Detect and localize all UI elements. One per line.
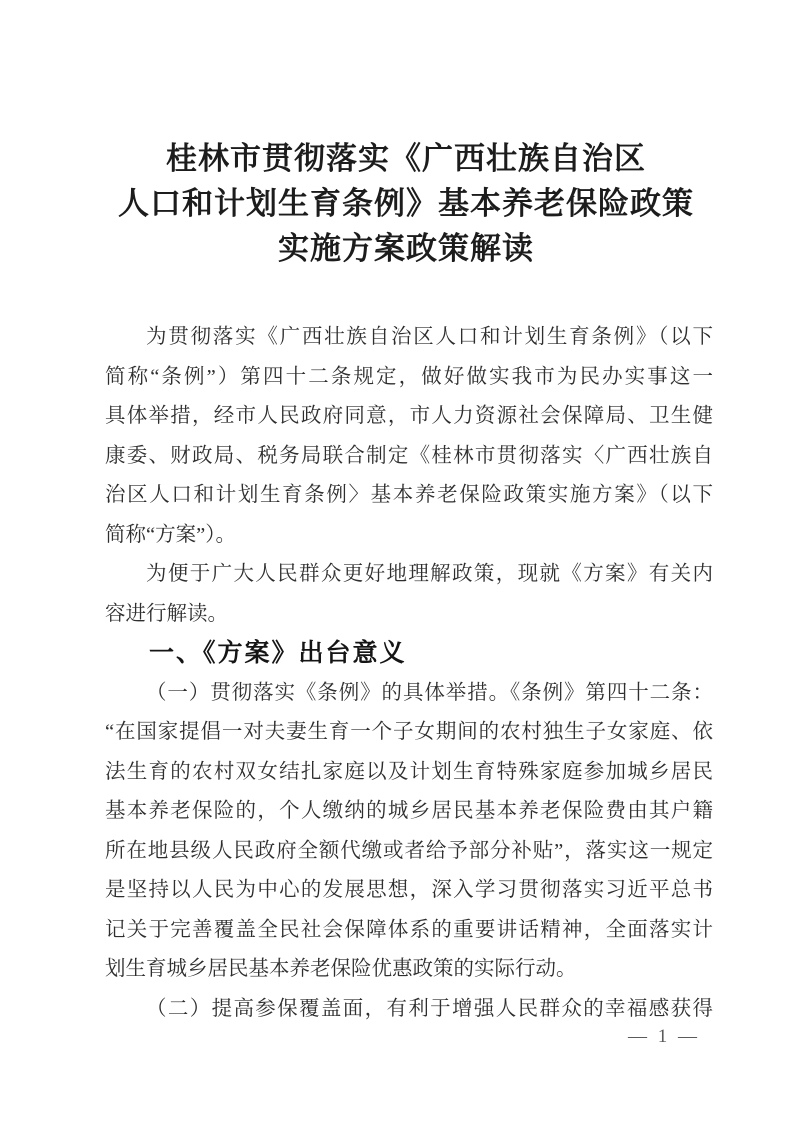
section-heading: 一、《方案》出台意义	[149, 639, 407, 667]
document-title-line: 桂林市贯彻落实《广西壮族自治区	[166, 141, 646, 176]
body-line: 容进行解读。	[105, 602, 228, 625]
body-line: 为贯彻落实《广西壮族自治区人口和计划生育条例》（以下	[146, 326, 713, 348]
page-number: — 1 —	[628, 1026, 700, 1047]
body-line: 具体举措，经市人民政府同意，市人力资源社会保障局、卫生健	[105, 405, 713, 427]
document-body	[105, 318, 713, 1029]
body-line: 基本养老保险的，个人缴纳的城乡居民基本养老保险费由其户籍	[105, 800, 713, 822]
body-line: 是坚持以人民为中心的发展思想，深入学习贯彻落实习近平总书	[105, 879, 713, 901]
body-line: 法生育的农村双女结扎家庭以及计划生育特殊家庭参加城乡居民	[105, 760, 713, 783]
body-line: 为便于广大人民群众更好地理解政策，现就《方案》有关内	[146, 563, 713, 585]
body-line: “在国家提倡一对夫妻生育一个子女期间的农村独生子女家庭、依	[105, 721, 713, 743]
document-title-line: 实施方案政策解读	[278, 231, 534, 266]
body-line: 简称“条例”）第四十二条规定，做好做实我市为民办实事这一	[105, 365, 713, 388]
body-line: 所在地县级人民政府全额代缴或者给予部分补贴”，落实这一规定	[105, 839, 713, 862]
body-line: （一）贯彻落实《条例》的具体举措。《条例》第四十二条：	[146, 681, 713, 704]
body-line: 划生育城乡居民基本养老保险优惠政策的实际行动。	[105, 958, 577, 980]
body-line: 记关于完善覆盖全民社会保障体系的重要讲话精神，全面落实计	[105, 918, 713, 941]
body-line: 简称“方案”）。	[105, 523, 236, 546]
document-title	[96, 136, 716, 271]
body-line: 康委、财政局、税务局联合制定《桂林市贯彻落实〈广西壮族自	[105, 444, 713, 467]
body-line: 治区人口和计划生育条例〉基本养老保险政策实施方案》（以下	[105, 484, 713, 506]
document-title-line: 人口和计划生育条例》基本养老保险政策	[118, 186, 694, 221]
body-line: （二）提高参保覆盖面，有利于增强人民群众的幸福感获得	[146, 997, 713, 1020]
